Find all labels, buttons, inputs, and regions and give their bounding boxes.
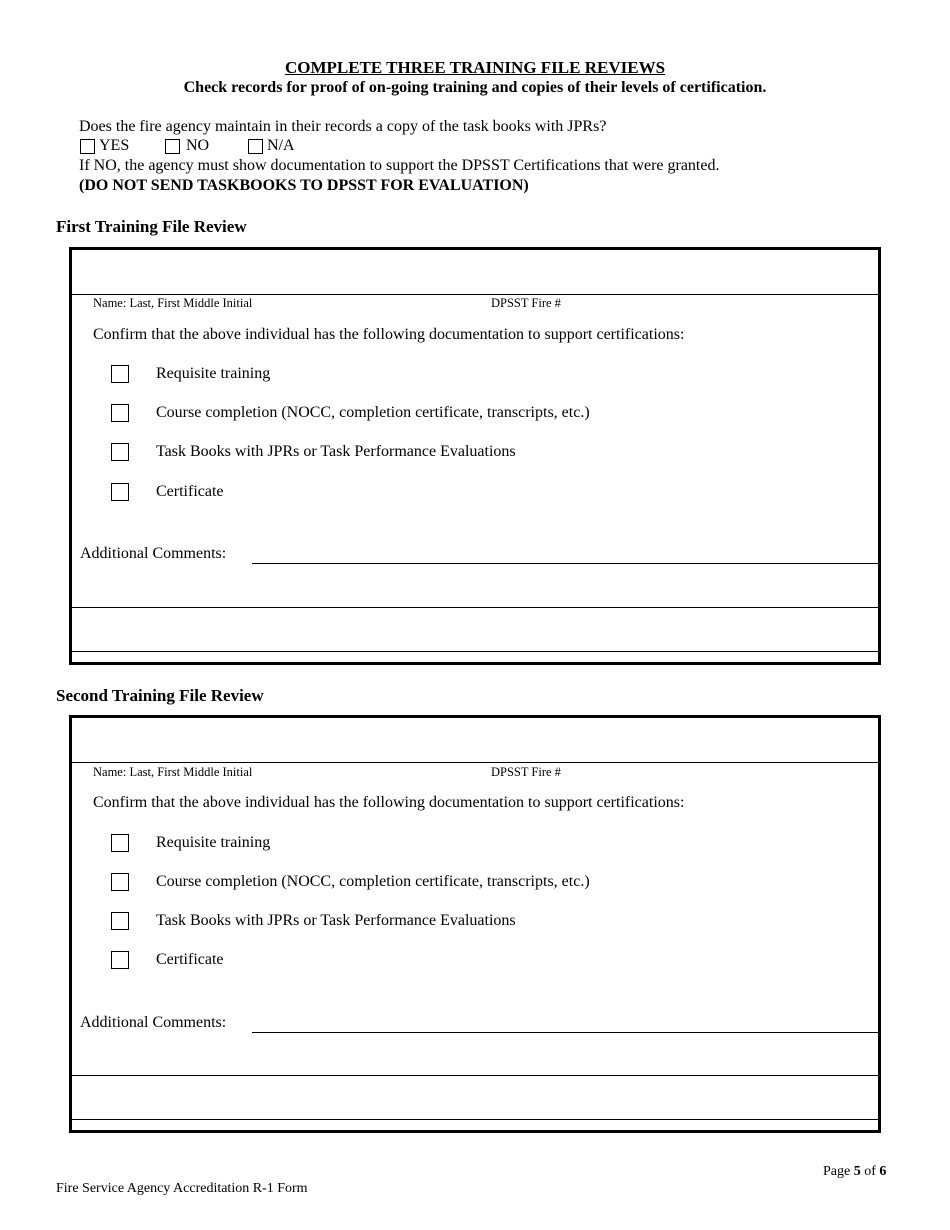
comments-line-1[interactable] (252, 563, 878, 564)
name-label: Name: Last, First Middle Initial (93, 765, 253, 779)
records-question: Does the fire agency maintain in their records a copy of the task books with JPRs? (79, 118, 607, 135)
first-review-heading: First Training File Review (56, 217, 247, 236)
name-underline (72, 762, 878, 763)
course-completion-label: Course completion (NOCC, completion certificate, transcripts, etc.) (156, 404, 590, 421)
form-name: Fire Service Agency Accreditation R-1 Form (56, 1181, 308, 1196)
certificate-label: Certificate (156, 951, 224, 968)
question-note: If NO, the agency must show documentation to support the DPSST Certifications that were granted. (79, 157, 720, 174)
yes-checkbox[interactable] (80, 139, 95, 154)
task-books-label: Task Books with JPRs or Task Performance Evaluations (156, 912, 516, 929)
task-books-checkbox[interactable] (111, 912, 129, 930)
requisite-training-label: Requisite training (156, 834, 271, 851)
comments-line-3[interactable] (72, 651, 878, 652)
page-of: of (864, 1164, 876, 1179)
confirm-text: Confirm that the above individual has the following documentation to support certifications: (93, 794, 685, 811)
course-completion-label: Course completion (NOCC, completion certificate, transcripts, etc.) (156, 873, 590, 890)
requisite-training-checkbox[interactable] (111, 365, 129, 383)
question-warning: (DO NOT SEND TASKBOOKS TO DPSST FOR EVALUATION) (79, 177, 529, 194)
na-checkbox[interactable] (248, 139, 263, 154)
option-no-label: NO (186, 137, 210, 154)
comments-line-2[interactable] (72, 1075, 878, 1076)
no-checkbox[interactable] (165, 139, 180, 154)
additional-comments-label: Additional Comments: (80, 1014, 227, 1031)
option-yes-label: YES (99, 137, 130, 154)
second-name-field[interactable] (75, 720, 875, 760)
option-yes[interactable] (80, 137, 129, 155)
task-books-checkbox[interactable] (111, 443, 129, 461)
first-review-box (69, 247, 881, 665)
comments-line-1[interactable] (252, 1032, 878, 1033)
option-no[interactable] (165, 137, 209, 155)
page-total: 6 (879, 1164, 887, 1179)
option-na[interactable] (248, 137, 295, 155)
second-review-box (69, 715, 881, 1133)
page-current: 5 (853, 1164, 861, 1179)
name-label: Name: Last, First Middle Initial (93, 296, 253, 310)
first-name-field[interactable] (75, 252, 875, 292)
course-completion-checkbox[interactable] (111, 404, 129, 422)
task-books-label: Task Books with JPRs or Task Performance Evaluations (156, 443, 516, 460)
page-prefix: Page (823, 1164, 851, 1179)
page-subtitle: Check records for proof of on-going training and copies of their levels of certification. (183, 79, 767, 96)
dpsst-fire-label: DPSST Fire # (491, 765, 561, 779)
comments-line-2[interactable] (72, 607, 878, 608)
additional-comments-label: Additional Comments: (80, 545, 227, 562)
page-number (823, 1164, 886, 1180)
requisite-training-label: Requisite training (156, 365, 271, 382)
confirm-text: Confirm that the above individual has the following documentation to support certifications: (93, 326, 685, 343)
page-title: COMPLETE THREE TRAINING FILE REVIEWS (284, 58, 666, 77)
dpsst-fire-label: DPSST Fire # (491, 296, 561, 310)
certificate-checkbox[interactable] (111, 951, 129, 969)
comments-line-3[interactable] (72, 1119, 878, 1120)
option-na-label: N/A (267, 137, 295, 154)
requisite-training-checkbox[interactable] (111, 834, 129, 852)
certificate-checkbox[interactable] (111, 483, 129, 501)
name-underline (72, 294, 878, 295)
second-review-heading: Second Training File Review (56, 686, 264, 705)
course-completion-checkbox[interactable] (111, 873, 129, 891)
certificate-label: Certificate (156, 483, 224, 500)
